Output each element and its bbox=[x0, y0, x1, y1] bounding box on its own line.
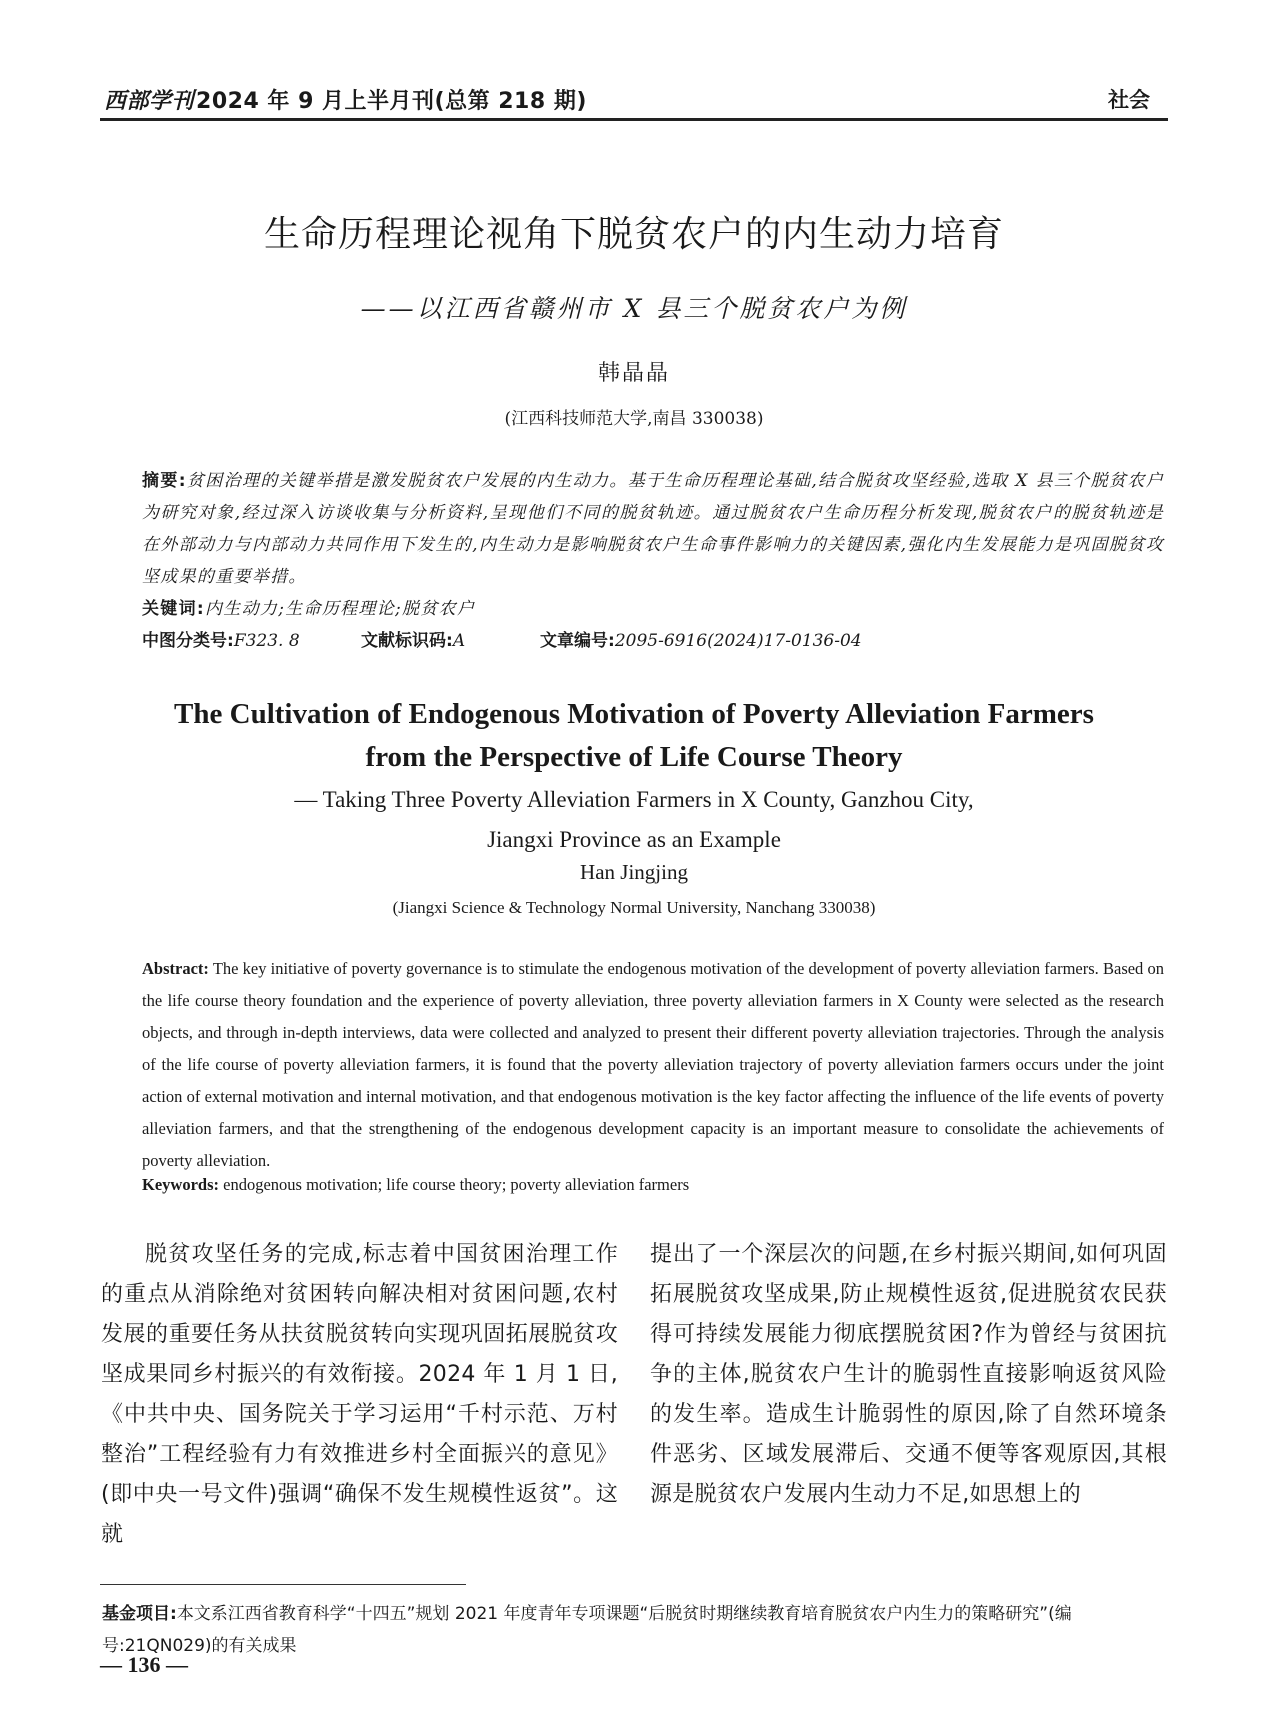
issue-info: 2024 年 9 月上半月刊(总第 218 期) bbox=[196, 89, 587, 114]
title-zh: 生命历程理论视角下脱贫农户的内生动力培育 bbox=[263, 214, 1004, 255]
abstract-en-label: Abstract: bbox=[142, 959, 209, 978]
author-en: Han Jingjing bbox=[580, 860, 688, 884]
article-no-label: 文章编号: bbox=[540, 631, 615, 651]
abstract-en-text: The key initiative of poverty governance is to stimulate the endogenous motivation of the development of poverty alleviation farmers. Based on the life course theory foundation and the experience of poverty alleviation, three poverty alleviation farmers in X County were selected as the research objects, and through in-depth interviews, data were collected and analyzed to present their different poverty alleviation trajectories. Through the analysis of the life course of poverty alleviation farmers, it is found that the poverty alleviation trajectory of poverty alleviation farmers occurs under the joint action of external motivation and internal motivation, and that endogenous motivation is the key factor affecting the influence of the life events of poverty alleviation farmers, and that the strengthening of the endogenous development capacity is an important measure to consolidate the achievements of poverty alleviation. bbox=[142, 959, 1164, 1170]
doc-code bbox=[361, 626, 465, 651]
page-number: — 136 — bbox=[100, 1652, 188, 1677]
body-right-column: 提出了一个深层次的问题,在乡村振兴期间,如何巩固拓展脱贫攻坚成果,防止规模性返贫,促进脱贫农民获得可持续发展能力彻底摆脱贫困?作为曾经与贫困抗争的主体,脱贫农户生计的脆弱性直接影响返贫风险的发生率。造成生计脆弱性的原因,除了自然环境条件恶劣、区域发展滞后、交通不便等客观原因,其根源是脱贫农户发展内生动力不足,如思想上的 bbox=[650, 1242, 1167, 1507]
keywords-zh bbox=[142, 594, 475, 619]
keywords-en-label: Keywords: bbox=[142, 1175, 219, 1194]
affiliation-zh: (江西科技师范大学,南昌 330038) bbox=[504, 409, 764, 429]
abstract-zh bbox=[142, 465, 1164, 593]
title-en-line2: from the Perspective of Life Course Theory bbox=[365, 741, 903, 773]
footnote-rule bbox=[100, 1584, 466, 1585]
clc-label: 中图分类号: bbox=[142, 631, 234, 651]
affiliation-en: (Jiangxi Science & Technology Normal University, Nanchang 330038) bbox=[392, 898, 876, 917]
funding-label: 基金项目: bbox=[102, 1604, 177, 1624]
subtitle-en-line1: — Taking Three Poverty Alleviation Farmers in X County, Ganzhou City, bbox=[294, 787, 974, 812]
doc-code-value: A bbox=[452, 631, 466, 651]
author-zh: 韩晶晶 bbox=[597, 361, 670, 386]
keywords-en bbox=[142, 1175, 689, 1195]
abstract-en bbox=[142, 953, 1164, 1177]
title-en bbox=[0, 693, 1268, 779]
subtitle-zh: ——以江西省赣州市 X 县三个脱贫农户为例 bbox=[360, 294, 908, 323]
funding-text: 本文系江西省教育科学“十四五”规划 2021 年度青年专项课题“后脱贫时期继续教育培育脱贫农户内生力的策略研究”(编号:21QN029)的有关成果 bbox=[102, 1604, 1072, 1656]
abstract-zh-label: 摘要: bbox=[142, 471, 187, 491]
title-en-line1: The Cultivation of Endogenous Motivation of Poverty Alleviation Farmers bbox=[174, 698, 1094, 730]
subtitle-en bbox=[0, 780, 1268, 860]
header-rule bbox=[100, 118, 1168, 121]
keywords-zh-label: 关键词: bbox=[142, 599, 205, 619]
journal-name: 西部学刊 bbox=[104, 88, 195, 114]
keywords-zh-text: 内生动力;生命历程理论;脱贫农户 bbox=[205, 599, 476, 619]
abstract-zh-text: 贫困治理的关键举措是激发脱贫农户发展的内生动力。基于生命历程理论基础,结合脱贫攻坚经验,选取 X 县三个脱贫农户为研究对象,经过深入访谈收集与分析资料,呈现他们不同的脱贫轨迹。通过脱贫农户生命历程分析发现,脱贫农户的脱贫轨迹是在外部动力与内部动力共同作用下发生的,内生动力是影响脱贫农户生命事件影响力的关键因素,强化内生发展能力是巩固脱贫攻坚成果的重要举措。 bbox=[142, 471, 1165, 587]
clc-number bbox=[142, 626, 300, 651]
section-label: 社会 bbox=[1108, 88, 1150, 112]
body-left-column: 脱贫攻坚任务的完成,标志着中国贫困治理工作的重点从消除绝对贫困转向解决相对贫困问题,农村发展的重要任务从扶贫脱贫转向实现巩固拓展脱贫攻坚成果同乡村振兴的有效衔接。2024 年 1 月 1 日,《中共中央、国务院关于学习运用“千村示范、万村整治”工程经验有力有效推进乡村全面振兴的意见》(即中央一号文件)强调“确保不发生规模性返贫”。这就 bbox=[101, 1242, 618, 1547]
running-header bbox=[104, 84, 587, 115]
clc-value: F323. 8 bbox=[233, 631, 300, 651]
article-no-value: 2095-6916(2024)17-0136-04 bbox=[614, 631, 862, 651]
article-number bbox=[540, 626, 862, 651]
keywords-en-text: endogenous motivation; life course theory; poverty alleviation farmers bbox=[223, 1175, 690, 1194]
subtitle-en-line2: Jiangxi Province as an Example bbox=[487, 827, 781, 852]
funding-footnote bbox=[102, 1598, 1170, 1662]
doc-code-label: 文献标识码: bbox=[361, 631, 453, 651]
